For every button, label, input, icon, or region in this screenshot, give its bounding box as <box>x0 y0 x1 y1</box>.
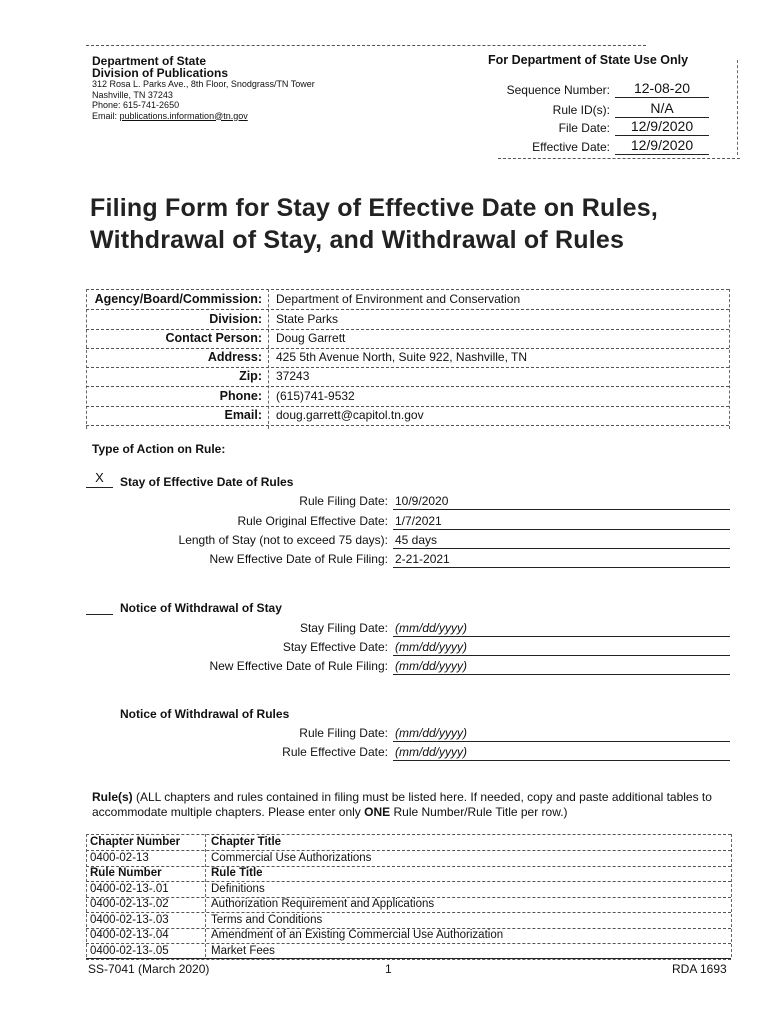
agency-row-rule <box>86 386 729 387</box>
agency-label: Agency/Board/Commission: <box>94 292 262 306</box>
field-label: Length of Stay (not to exceed 75 days): <box>178 533 388 547</box>
field-line <box>393 741 730 742</box>
agency-row-rule <box>86 309 729 310</box>
title-line-1: Filing Form for Stay of Effective Date on Rules, <box>90 194 659 222</box>
agency-label: Address: <box>207 350 262 364</box>
field-line <box>393 655 730 656</box>
withdraw-rules-heading: Notice of Withdrawal of Rules <box>120 707 290 721</box>
table-row-rule <box>86 881 731 882</box>
field-line <box>393 567 730 568</box>
agency-row-rule <box>86 348 729 349</box>
rules-instructions <box>92 790 732 820</box>
sos-value-line <box>615 154 709 155</box>
action-heading: Type of Action on Rule: <box>92 442 226 456</box>
chapter-header-number: Chapter Number <box>90 836 181 848</box>
sos-value-line <box>615 135 709 136</box>
field-value[interactable]: (mm/dd/yyyy) <box>395 640 467 654</box>
field-line <box>393 548 730 549</box>
rda-number: RDA 1693 <box>672 962 727 976</box>
rule-row-title[interactable]: Terms and Conditions <box>211 913 323 926</box>
rule-row-number[interactable]: 0400-02-13-.03 <box>90 913 169 926</box>
field-label: Rule Effective Date: <box>282 745 388 759</box>
chapter-header-title: Chapter Title <box>211 836 282 848</box>
table-row-rule <box>86 912 731 913</box>
rule-header-title: Rule Title <box>211 867 263 879</box>
rules-note-text: (ALL chapters and rules contained in filing must be listed here. If needed, copy and paste additional tables to accommodate multiple chapters. Please enter only <box>92 790 712 819</box>
field-value[interactable]: 1/7/2021 <box>395 514 442 528</box>
form-number: SS-7041 (March 2020) <box>88 962 210 976</box>
withdraw-stay-check-line <box>86 614 113 615</box>
sos-box-title: For Department of State Use Only <box>488 53 689 67</box>
agency-row-rule <box>86 329 729 330</box>
sos-value[interactable]: N/A <box>650 100 674 116</box>
dept-name: Department of State <box>92 54 207 68</box>
sos-value-line <box>615 97 709 98</box>
field-line <box>393 529 730 530</box>
rule-row-title[interactable]: Definitions <box>211 882 265 895</box>
agency-right-border <box>729 289 730 429</box>
title-line-2: Withdrawal of Stay, and Withdrawal of Rules <box>90 226 625 254</box>
agency-value[interactable]: Doug Garrett <box>276 331 346 345</box>
rule-header-number: Rule Number <box>90 867 162 879</box>
rule-row-title[interactable]: Market Fees <box>211 944 275 957</box>
rule-row-number[interactable]: 0400-02-13-.05 <box>90 944 169 957</box>
agency-top-rule <box>86 289 729 290</box>
field-label: Rule Original Effective Date: <box>237 514 388 528</box>
field-line <box>393 636 730 637</box>
field-label: Stay Filing Date: <box>299 621 388 635</box>
agency-value[interactable]: (615)741-9532 <box>276 389 355 403</box>
field-label: New Effective Date of Rule Filing: <box>209 659 388 673</box>
rule-row-number[interactable]: 0400-02-13-.04 <box>90 929 169 941</box>
sender-city: Nashville, TN 37243 <box>92 89 173 100</box>
rules-note-lead: Rule(s) <box>92 790 133 804</box>
footer-rule <box>86 958 731 959</box>
sender-address: 312 Rosa L. Parks Ave., 8th Floor, Snodgrass/TN Tower <box>92 79 315 89</box>
field-line <box>393 509 730 510</box>
agency-label: Email: <box>224 408 262 422</box>
field-value[interactable]: (mm/dd/yyyy) <box>395 745 467 759</box>
chapter-row-number[interactable]: 0400-02-13 <box>90 851 149 864</box>
rule-row-title[interactable]: Amendment of an Existing Commercial Use Authorization <box>211 929 504 941</box>
sender-block <box>92 55 315 121</box>
field-value[interactable]: (mm/dd/yyyy) <box>395 621 467 635</box>
sos-value[interactable]: 12/9/2020 <box>630 118 694 134</box>
chapter-row-title[interactable]: Commercial Use Authorizations <box>211 851 372 864</box>
table-col-divider <box>205 834 206 957</box>
sender-email-prefix: Email: <box>92 110 120 121</box>
sos-value[interactable]: 12-08-20 <box>633 80 691 96</box>
agency-left-border <box>86 289 87 429</box>
stay-checkmark[interactable]: X <box>95 470 104 485</box>
table-row-rule <box>86 943 731 944</box>
page-number: 1 <box>385 962 392 976</box>
sos-label: File Date: <box>558 121 610 135</box>
agency-value[interactable]: Department of Environment and Conservation <box>276 292 521 306</box>
page-title <box>90 192 658 256</box>
agency-value[interactable]: 425 5th Avenue North, Suite 922, Nashville, TN <box>276 350 528 364</box>
agency-label: Contact Person: <box>165 331 262 345</box>
agency-label: Zip: <box>239 369 262 383</box>
sender-phone: Phone: 615-741-2650 <box>92 100 180 110</box>
field-label: Rule Filing Date: <box>299 726 388 740</box>
agency-row-rule <box>86 425 729 426</box>
top-rule <box>86 45 646 46</box>
agency-row-rule <box>86 406 729 407</box>
field-line <box>393 760 730 761</box>
sender-email-line <box>92 111 315 122</box>
division-name: Division of Publications <box>92 66 229 80</box>
withdraw-stay-heading: Notice of Withdrawal of Stay <box>120 601 282 615</box>
field-value[interactable]: 2-21-2021 <box>395 552 450 566</box>
agency-label: Division: <box>209 312 262 326</box>
agency-value[interactable]: State Parks <box>276 312 339 326</box>
agency-col-divider <box>268 289 269 429</box>
table-row-rule <box>86 850 731 851</box>
table-top-rule <box>86 834 731 835</box>
table-right-border <box>731 834 732 957</box>
rule-row-number[interactable]: 0400-02-13-.01 <box>90 882 169 895</box>
sender-email-link[interactable]: publications.information@tn.gov <box>119 110 248 121</box>
field-label: Stay Effective Date: <box>282 640 388 654</box>
stay-heading: Stay of Effective Date of Rules <box>120 475 294 489</box>
table-row-rule <box>86 866 731 867</box>
field-value[interactable]: (mm/dd/yyyy) <box>395 726 467 740</box>
agency-label: Phone: <box>219 389 262 403</box>
rule-row-number[interactable]: 0400-02-13-.02 <box>90 898 169 910</box>
rule-row-title[interactable]: Authorization Requirement and Applications <box>211 898 435 910</box>
sos-box-border <box>737 60 738 155</box>
rules-note-text-end: Rule Number/Rule Title per row.) <box>390 805 568 819</box>
field-value[interactable]: 45 days <box>395 533 438 547</box>
sos-value[interactable]: 12/9/2020 <box>630 137 694 153</box>
field-value[interactable]: 10/9/2020 <box>395 494 449 508</box>
agency-row-rule <box>86 367 729 368</box>
sos-label: Rule ID(s): <box>552 103 610 117</box>
table-left-border <box>86 834 87 957</box>
field-label: New Effective Date of Rule Filing: <box>209 552 388 566</box>
sos-box-bottom <box>498 158 740 159</box>
rules-note-bold: ONE <box>364 805 391 819</box>
field-label: Rule Filing Date: <box>299 494 388 508</box>
field-value[interactable]: (mm/dd/yyyy) <box>395 659 467 673</box>
sos-label: Sequence Number: <box>506 83 610 97</box>
field-line <box>393 674 730 675</box>
stay-check-line <box>86 487 113 488</box>
agency-value[interactable]: 37243 <box>276 369 310 383</box>
agency-value[interactable]: doug.garrett@capitol.tn.gov <box>276 408 424 422</box>
sos-label: Effective Date: <box>532 140 610 154</box>
